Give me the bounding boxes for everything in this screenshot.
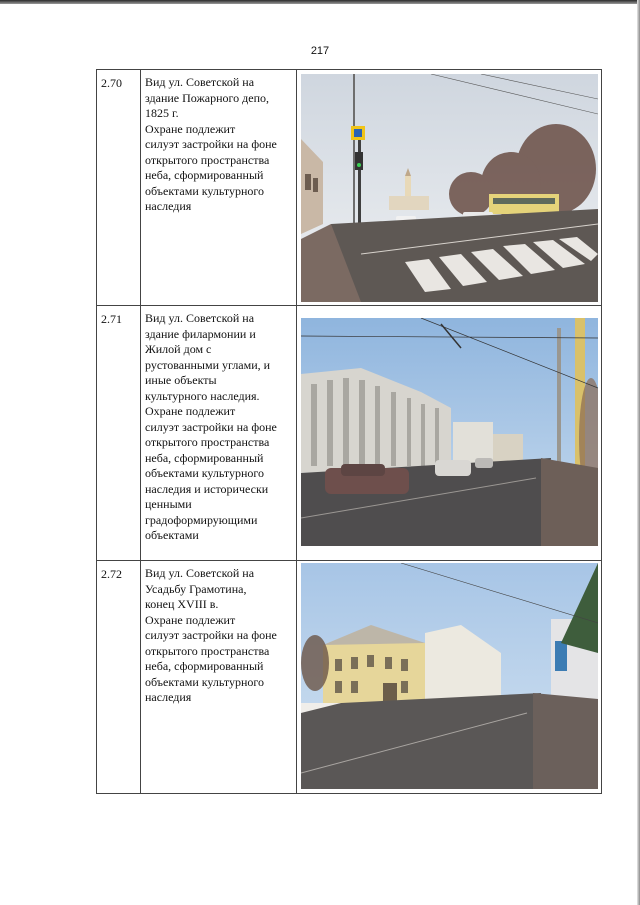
description-line: Вид ул. Советской на bbox=[145, 75, 255, 89]
table-row bbox=[97, 70, 602, 306]
row-description bbox=[141, 561, 297, 794]
description-line: силуэт застройки на фоне bbox=[145, 419, 277, 434]
description-line: неба, сформированный bbox=[145, 450, 264, 465]
description-line: здание филармонии и bbox=[145, 326, 256, 341]
description-line: иные объекты bbox=[145, 373, 217, 387]
description-line: Охране подлежит bbox=[145, 404, 236, 418]
description-line: открытого пространства bbox=[145, 152, 270, 167]
description-line: Вид ул. Советской на bbox=[145, 566, 255, 580]
row-number: 2.72 bbox=[97, 561, 141, 794]
description-line: силуэт застройки на фоне bbox=[145, 137, 277, 151]
description-line: наследия и исторически bbox=[145, 481, 269, 496]
page-number: 217 bbox=[310, 45, 330, 57]
description-line: ценными bbox=[145, 497, 192, 511]
row-number: 2.70 bbox=[97, 70, 141, 306]
row-description bbox=[141, 306, 297, 561]
scan-edge-top bbox=[0, 0, 640, 4]
description-line: Охране подлежит bbox=[145, 121, 236, 136]
table-row bbox=[97, 561, 602, 794]
description-line: открытого пространства bbox=[145, 643, 270, 658]
street-photo-philharmonic bbox=[301, 318, 598, 546]
description-line: наследия bbox=[145, 690, 192, 704]
description-line: объектами культурного bbox=[145, 183, 265, 198]
description-line: градоформирующими bbox=[145, 512, 258, 527]
row-number: 2.71 bbox=[97, 306, 141, 561]
description-line: открытого пространства bbox=[145, 435, 270, 449]
description-line: объектами bbox=[145, 528, 199, 542]
table-row bbox=[97, 306, 602, 561]
description-line: Жилой дом с bbox=[145, 342, 212, 356]
description-line: Вид ул. Советской на bbox=[145, 311, 255, 325]
description-line: неба, сформированный bbox=[145, 168, 264, 182]
row-photo-cell bbox=[297, 561, 602, 794]
row-photo-cell bbox=[297, 306, 602, 561]
heritage-views-table bbox=[96, 69, 602, 794]
description-line: объектами культурного bbox=[145, 674, 265, 689]
description-line: силуэт застройки на фоне bbox=[145, 628, 277, 642]
row-photo-cell bbox=[297, 70, 602, 306]
description-line: рустованными углами, и bbox=[145, 357, 271, 372]
description-line: конец XVIII в. bbox=[145, 597, 219, 611]
description-line: Охране подлежит bbox=[145, 612, 236, 627]
street-photo-fire-depot bbox=[301, 74, 598, 302]
description-line: культурного наследия. bbox=[145, 388, 260, 403]
description-line: наследия bbox=[145, 199, 192, 213]
description-line: здание Пожарного депо, bbox=[145, 90, 270, 105]
description-line: 1825 г. bbox=[145, 106, 179, 120]
description-line: объектами культурного bbox=[145, 466, 265, 480]
street-photo-gramotin-estate bbox=[301, 563, 598, 789]
row-description bbox=[141, 70, 297, 306]
description-line: неба, сформированный bbox=[145, 659, 264, 673]
description-line: Усадьбу Грамотина, bbox=[145, 581, 247, 596]
